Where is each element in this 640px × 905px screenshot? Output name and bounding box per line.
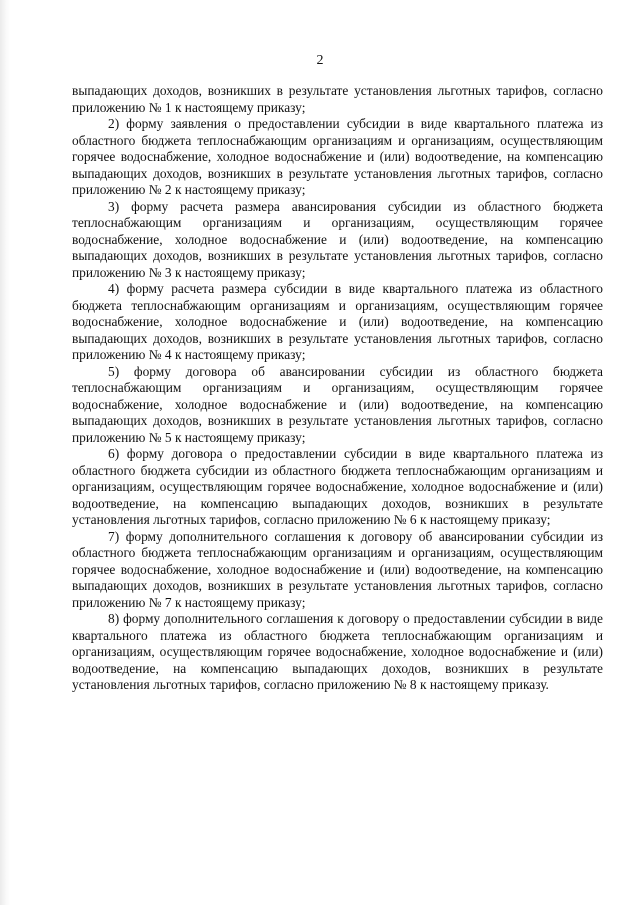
paragraph-continuation: выпадающих доходов, возникших в результате установления льготных тарифов, согласно приложению № 1 к настоящему приказу; <box>72 83 603 115</box>
paragraph-item-4: 4) форму расчета размера субсидии в виде квартального платежа из областного бюджета теплоснабжающим организациям и организациям, осуществляющим горячее водоснабжение, холодное водоснабжение и (или) водоотведение, на компенсацию выпадающих доходов, возникших в результате установления льготных тарифов, согласно приложению № 4 к настоящему приказу; <box>72 281 603 362</box>
paragraph-item-2: 2) форму заявления о предоставлении субсидии в виде квартального платежа из областного бюджета теплоснабжающим организациям и организациям, осуществляющим горячее водоснабжение, холодное водоснабжение и (или) водоотведение, на компенсацию выпадающих доходов, возникших в результате установления льготных тарифов, согласно приложению № 2 к настоящему приказу; <box>72 116 603 197</box>
page-number: 2 <box>316 53 324 68</box>
paragraph-item-6: 6) форму договора о предоставлении субсидии в виде квартального платежа из областного бюджета субсидии из областного бюджета теплоснабжающим организациям и организациям, осуществляющим горячее водоснабжение, холодное водоснабжение и (или) водоотведение, на компенсацию выпадающих доходов, возникших в результате установления льготных тарифов, согласно приложению № 6 к настоящему приказу; <box>72 446 603 527</box>
scan-edge-shadow <box>0 0 10 905</box>
paragraph-item-8: 8) форму дополнительного соглашения к договору о предоставлении субсидии в виде квартального платежа из областного бюджета теплоснабжающим организациям и организациям, осуществляющим горячее водоснабжение, холодное водоснабжение и (или) водоотведение, на компенсацию выпадающих доходов, возникших в результате установления льготных тарифов, согласно приложению № 8 к настоящему приказу. <box>72 611 603 692</box>
document-body <box>72 83 603 694</box>
paragraph-item-5: 5) форму договора об авансировании субсидии из областного бюджета теплоснабжающим организациям и организациям, осуществляющим горячее водоснабжение, холодное водоснабжение и (или) водоотведение, на компенсацию выпадающих доходов, возникших в результате установления льготных тарифов, согласно приложению № 5 к настоящему приказу; <box>72 363 603 445</box>
paragraph-item-3: 3) форму расчета размера авансирования субсидии из областного бюджета теплоснабжающим организациям и организациям, осуществляющим горячее водоснабжение, холодное водоснабжение и (или) водоотведение, на компенсацию выпадающих доходов, возникших в результате установления льготных тарифов, согласно приложению № 3 к настоящему приказу; <box>72 198 603 280</box>
paragraph-item-7: 7) форму дополнительного соглашения к договору об авансировании субсидии из областного бюджета теплоснабжающим организациям и организациям, осуществляющим горячее водоснабжение, холодное водоснабжение и (или) водоотведение, на компенсацию выпадающих доходов, возникших в результате установления льготных тарифов, согласно приложению № 7 к настоящему приказу; <box>72 528 603 610</box>
